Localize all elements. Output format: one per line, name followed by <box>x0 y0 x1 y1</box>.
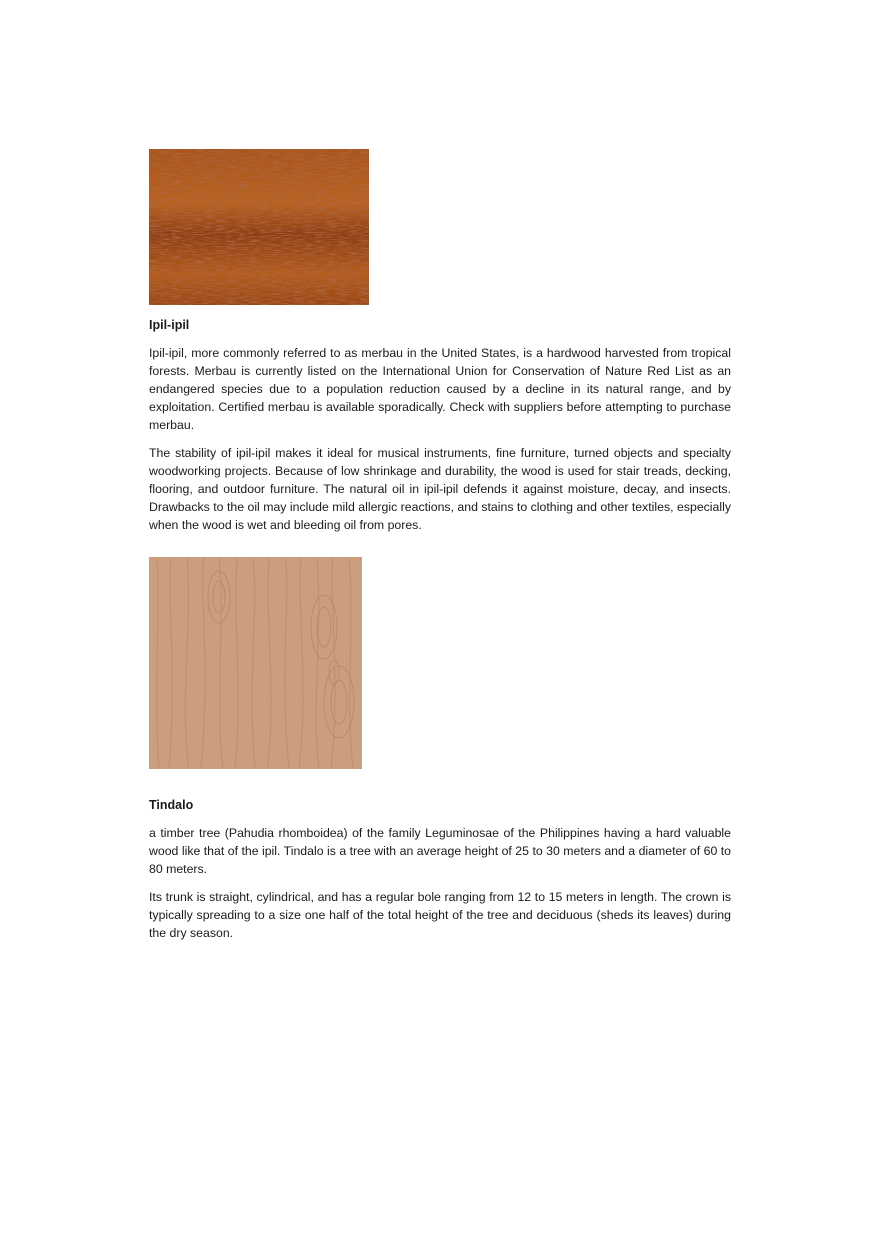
section-title-tindalo: Tindalo <box>149 798 194 812</box>
ipil-paragraph-2: The stability of ipil-ipil makes it ideal for musical instruments, fine furniture, turned objects and specialty woodworking projects. Because of low shrinkage and durability, the wood is used for stair treads, decking, flooring, and outdoor furniture. The natural oil in ipil-ipil defends it against moisture, decay, and insects. Drawbacks to the oil may include mild allergic reactions, and stains to clothing and other textiles, especially when the wood is wet and bleeding oil from pores. <box>149 446 731 532</box>
tindalo-wood-image <box>149 557 362 769</box>
section-title-ipil: Ipil-ipil <box>149 318 190 332</box>
tindalo-paragraph-1: a timber tree (Pahudia rhomboidea) of the family Leguminosae of the Philippines having a hard valuable wood like that of the ipil. Tindalo is a tree with an average height of 25 to 30 meters and a diameter of 60 to 80 meters. <box>149 826 731 876</box>
tindalo-paragraph-2: Its trunk is straight, cylindrical, and has a regular bole ranging from 12 to 15 meters in length. The crown is typically spreading to a size one half of the total height of the tree and deciduous (sheds its leaves) during the dry season. <box>149 890 731 940</box>
ipil-paragraph-1: Ipil-ipil, more commonly referred to as merbau in the United States, is a hardwood harvested from tropical forests. Merbau is currently listed on the International Union for Conservation of Nature Red List as an endangered species due to a population reduction caused by a decline in its natural range, and by exploitation. Certified merbau is available sporadically. Check with suppliers before attempting to purchase merbau. <box>149 346 731 432</box>
merbau-wood-image <box>149 149 369 305</box>
